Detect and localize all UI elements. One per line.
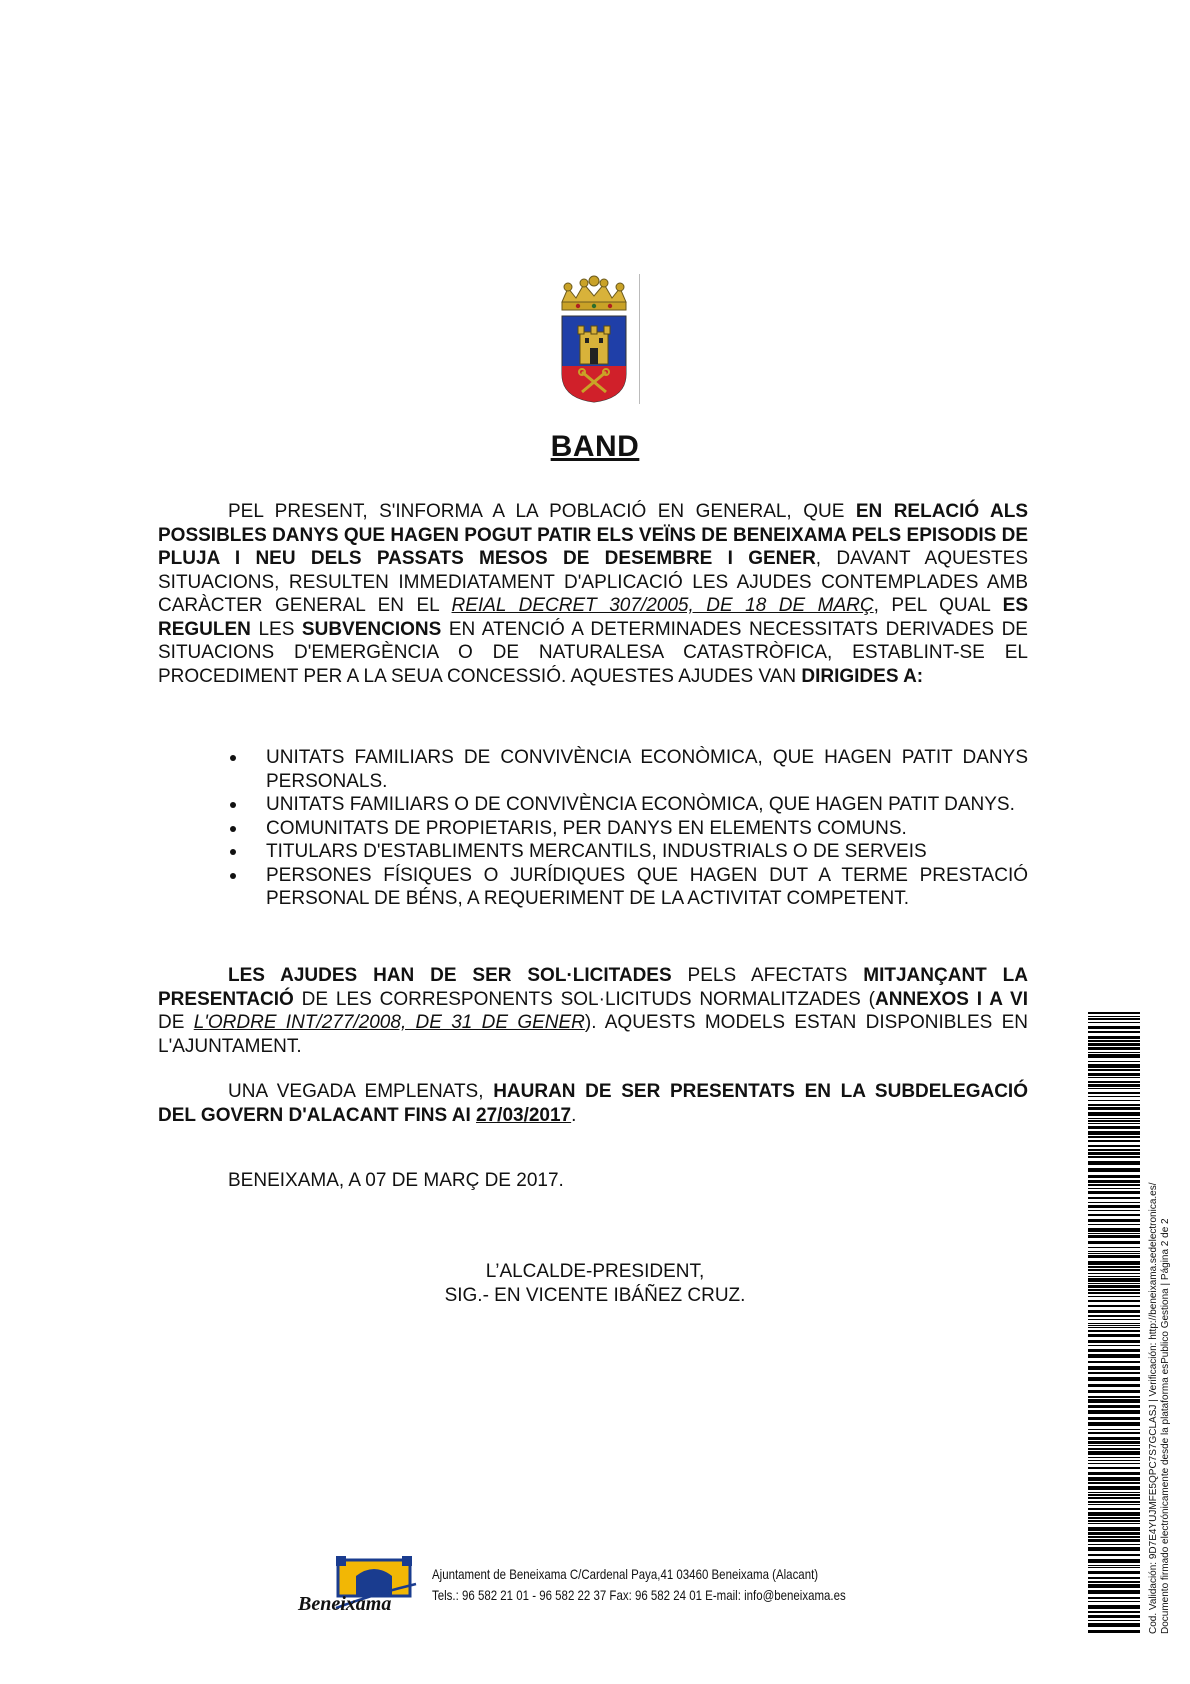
signature-title: L’ALCALDE-PRESIDENT, xyxy=(485,1261,705,1282)
p1-text-1: PEL PRESENT, S'INFORMA A LA POBLACIÓ EN GENERAL, QUE xyxy=(228,501,856,522)
footer-phones: Tels.: 96 582 21 01 - 96 582 22 37 Fax: 96 582 24 01 E-mail: info@beneixama.es xyxy=(432,1587,846,1603)
list-item: COMUNITATS DE PROPIETARIS, PER DANYS EN ELEMENTS COMUNS. xyxy=(158,817,1028,841)
p1-text-3: , PEL QUAL xyxy=(873,595,1003,616)
document-title: BAND xyxy=(550,430,640,463)
coat-of-arms-icon xyxy=(548,274,640,404)
p2-order-reference: L'ORDRE INT/277/2008, DE 31 DE GENER xyxy=(193,1012,585,1033)
crest-frame-line xyxy=(639,274,640,404)
signature-platform-note: Documento firmado electrónicamente desde la plataforma esPublico Gestiona | Página 2 de 2 xyxy=(1160,1218,1171,1634)
beneixama-logo xyxy=(296,1554,426,1620)
p1-bold-4: DIRIGIDES A: xyxy=(801,665,924,687)
p2-bold-2: MITJANÇANT LA PRESENTACIÓ xyxy=(158,965,1028,1010)
deadline-date: 27/03/2017 xyxy=(476,1104,572,1126)
footer-address: Ajuntament de Beneixama C/Cardenal Paya,41 03460 Beneixama (Alacant) xyxy=(432,1566,819,1582)
p1-bold-3: SUBVENCIONS xyxy=(301,618,442,640)
coat-of-arms xyxy=(548,274,640,404)
p2-text-3: DE xyxy=(158,1012,194,1033)
p3-text-1: UNA VEGADA EMPLENATS, xyxy=(228,1081,494,1102)
p3-bold-1: HAURAN DE SER PRESENTATS EN LA SUBDELEGACIÓ DEL GOVERN D'ALACANT FINS AI xyxy=(158,1081,1028,1126)
p1-bold-1: EN RELACIÓ ALS POSSIBLES DANYS QUE HAGEN POGUT PATIR ELS VEÏNS DE BENEIXAMA PELS EPISODIS DE PLUJA I NEU DELS PASSATS MESOS DE DESEMBRE I GENER xyxy=(158,501,1028,569)
p2-bold-1: LES AJUDES HAN DE SER SOL·LICITADES xyxy=(228,965,672,986)
intro-paragraph xyxy=(158,500,1028,688)
barcode-icon xyxy=(1088,1012,1140,1634)
signature-name: SIG.- EN VICENTE IBÁÑEZ CRUZ. xyxy=(444,1284,746,1306)
list-item: UNITATS FAMILIARS O DE CONVIVÈNCIA ECONÒMICA, QUE HAGEN PATIT DANYS. xyxy=(158,793,1028,817)
p2-text-4: ). AQUESTS MODELS ESTAN DISPONIBLES EN L'AJUNTAMENT. xyxy=(158,1012,1028,1057)
issue-date: BENEIXAMA, A 07 DE MARÇ DE 2017. xyxy=(228,1170,564,1191)
beneficiaries-list xyxy=(158,746,1028,911)
validation-code: Cod. Validación: 9D7E4YUJMFE5QPC7S7GCLASJ | Verificación: http://beneixama.sedelectronica.es/ xyxy=(1148,1182,1159,1634)
signature-block xyxy=(0,1260,1190,1307)
footer xyxy=(296,1554,876,1624)
p3-text-2: . xyxy=(571,1104,577,1126)
list-item: TITULARS D'ESTABLIMENTS MERCANTILS, INDUSTRIALS O DE SERVEIS xyxy=(158,840,1028,864)
validation-text xyxy=(1148,994,1172,1634)
p2-bold-3: ANNEXOS I A VI xyxy=(875,988,1029,1010)
p2-text-1: PELS AFECTATS xyxy=(671,965,864,986)
application-paragraph xyxy=(158,964,1028,1058)
p1-bold-2: ES REGULEN xyxy=(158,595,1029,640)
deadline-paragraph xyxy=(158,1080,1028,1127)
list-item: PERSONES FÍSIQUES O JURÍDIQUES QUE HAGEN DUT A TERME PRESTACIÓ PERSONAL DE BÉNS, A REQUERIMENT DE LA ACTIVITAT COMPETENT. xyxy=(158,864,1028,911)
p1-text-4: LES xyxy=(250,618,302,640)
p1-text-5: EN ATENCIÓ A DETERMINADES NECESSITATS DERIVADES DE SITUACIONS D'EMERGÈNCIA O DE NATURALESA CATASTRÒFICA, ESTABLINT-SE EL PROCEDIMENT PER A LA SEUA CONCESSIÓ. AQUESTES AJUDES VAN xyxy=(158,618,1028,687)
logo-text: Beneixama xyxy=(298,1593,392,1615)
p1-text-2: , DAVANT AQUESTES SITUACIONS, RESULTEN IMMEDIATAMENT D'APLICACIÓ LES AJUDES CONTEMPLADES AMB CARÀCTER GENERAL EN EL xyxy=(158,548,1028,616)
p1-decree-reference: REIAL DECRET 307/2005, DE 18 DE MARÇ xyxy=(451,595,874,616)
list-item: UNITATS FAMILIARS DE CONVIVÈNCIA ECONÒMICA, QUE HAGEN PATIT DANYS PERSONALS. xyxy=(158,746,1028,793)
p2-text-2: DE LES CORRESPONENTS SOL·LICITUDS NORMALITZADES ( xyxy=(293,988,876,1010)
footer-contact xyxy=(432,1564,846,1606)
